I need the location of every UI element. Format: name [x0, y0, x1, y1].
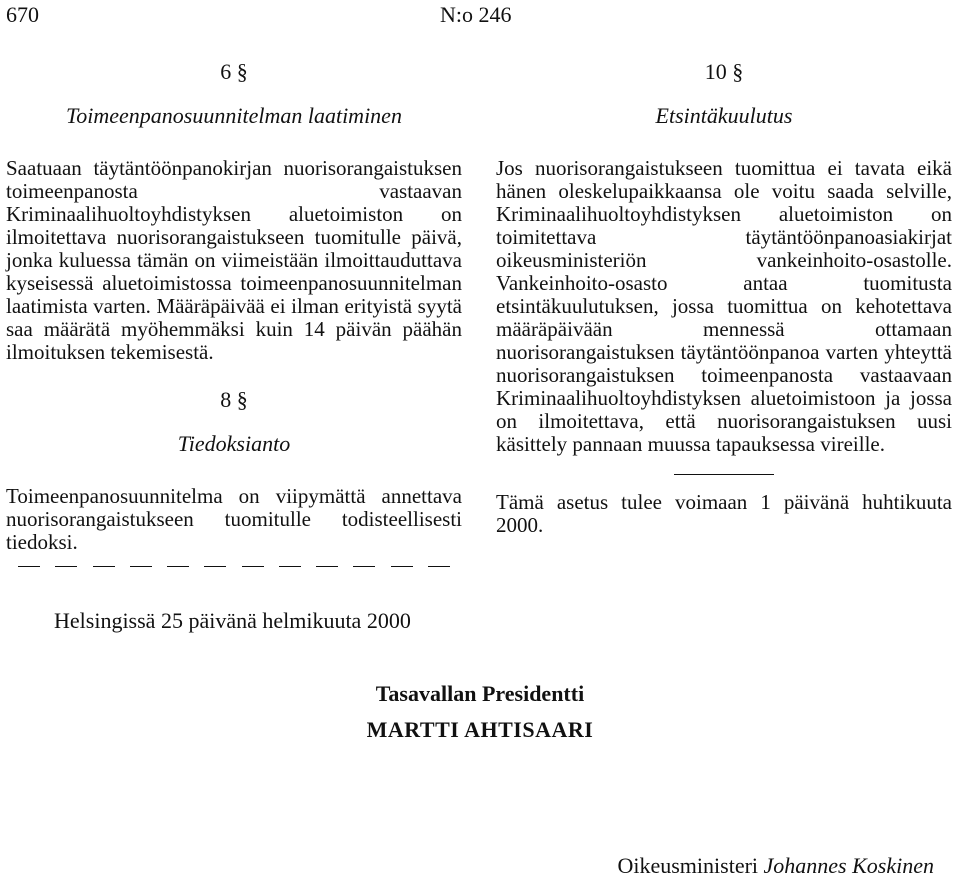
minister-role: Oikeusministeri — [617, 853, 759, 878]
issue-number: N:o 246 — [440, 2, 512, 27]
section-10-title: Etsintäkuulutus — [655, 103, 793, 128]
right-column — [496, 58, 952, 537]
separator-rule — [674, 474, 774, 475]
section-6-title: Toimeenpanosuunnitelman laatiminen — [66, 103, 402, 128]
minister-signature — [617, 853, 934, 879]
section-6-number: 6 § — [220, 59, 248, 84]
effective-date-text: Tämä asetus tulee voimaan 1 päivänä huhtikuuta 2000. — [496, 490, 952, 537]
section-8-text: Toimeenpanosuunnitelma on viipymättä annettava nuorisorangaistukseen tuomitulle todisteellisesti tiedoksi. — [6, 484, 462, 554]
place-date: Helsingissä 25 päivänä helmikuuta 2000 — [54, 608, 411, 633]
section-10-text: Jos nuorisorangaistukseen tuomittua ei tavata eikä hänen oleskelupaikkaansa ole voitu saada selville, Kriminaalihuoltoyhdistyksen aluetoimiston on toimitettava täytäntöönpanoasiakirjat oikeusministeriön vankeinhoito-osastolle. Vankeinhoito-osasto antaa tuomitusta etsintäkuulutuksen, jossa tuomittua on kehotettava määräpäivään mennessä ottamaan nuorisorangaistuksen täytäntöönpanoa varten yhteyttä nuorisorangaistuksen toimeenpanosta vastaavaan Kriminaalihuoltoyhdistyksen aluetoimistoon ja jossa on ilmoitettava, että nuorisorangaistuksen uusi käsittely pannaan muussa tapauksessa vireille. — [496, 156, 952, 456]
president-title: Tasavallan Presidentti — [375, 681, 585, 706]
section-8-title: Tiedoksianto — [177, 431, 291, 456]
section-10-number: 10 § — [704, 59, 744, 84]
page-number: 670 — [6, 2, 39, 27]
president-name: MARTTI AHTISAARI — [366, 717, 594, 742]
section-6-text: Saatuaan täytäntöönpanokirjan nuorisorangaistuksen toimeenpanosta vastaavan Kriminaalihuoltoyhdistyksen aluetoimiston on ilmoitettava nuorisorangaistukseen tuomitulle päivä, jonka kuluessa tämän on viimeistään ilmoittauduttava kyseisessä aluetoimistossa toimeenpanosuunnitelman laatimista varten. Määräpäivää ei ilman erityistä syytä saa määrätä myöhemmäksi kuin 14 päivän päähän ilmoituksen tekemisestä. — [6, 156, 462, 364]
left-column — [6, 58, 462, 567]
minister-name: Johannes Koskinen — [763, 853, 934, 878]
end-dash-rule — [6, 556, 462, 567]
section-8-number: 8 § — [220, 387, 248, 412]
